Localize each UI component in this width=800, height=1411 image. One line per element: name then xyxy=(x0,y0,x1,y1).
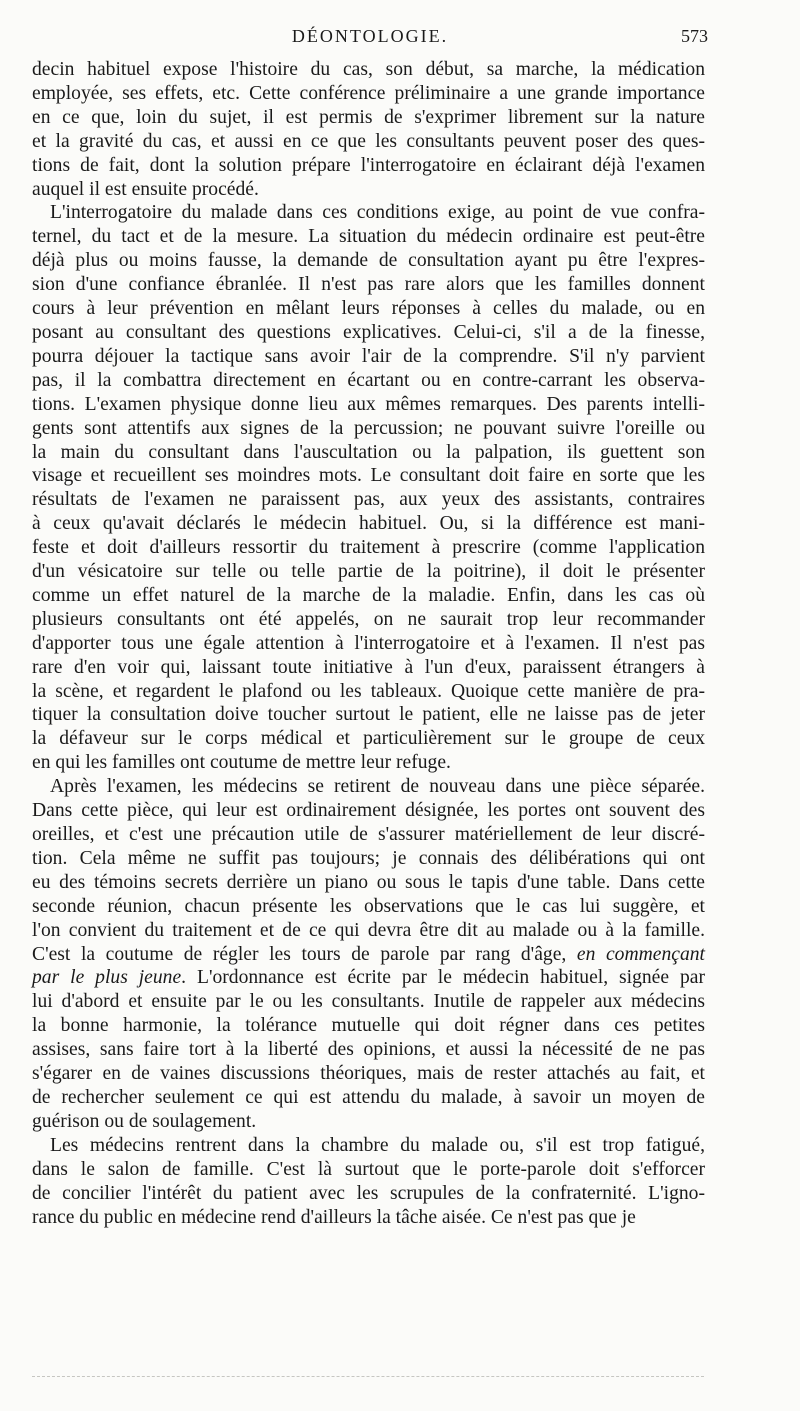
body-text xyxy=(32,58,705,1229)
page-number: 573 xyxy=(681,26,708,46)
text-line: tions. L'examen physique donne lieu aux mêmes remarques. Des parents intelli- xyxy=(32,393,705,415)
text-line: l'on convient du traitement et de ce qui devra être dit au malade ou à la famille. xyxy=(32,919,705,941)
text-line: Les médecins rentrent dans la chambre du malade ou, s'il est trop fatigué, xyxy=(50,1134,705,1156)
text-line: lui d'abord et ensuite par le ou les consultants. Inutile de rappeler aux médecins xyxy=(32,991,705,1013)
text-line: decin habituel expose l'histoire du cas, son début, sa marche, la médication xyxy=(32,59,705,80)
text-line: de rechercher seulement ce qui est attendu du malade, à savoir un moyen de xyxy=(32,1086,705,1108)
text-line: rare d'en voir qui, laissant toute initiative à l'un d'eux, paraissent étrangers à xyxy=(32,656,705,678)
text-line: pas, il la combattra directement en écartant ou en contre-carrant les observa- xyxy=(32,369,705,391)
text-line: la défaveur sur le corps médical et particulièrement sur le groupe de ceux xyxy=(32,728,705,750)
text-line: assises, sans faire tort à la liberté des opinions, et aussi la nécessité de ne pas xyxy=(32,1039,705,1061)
text-line: C'est la coutume de régler les tours de parole par rang d'âge, en commençant xyxy=(32,943,705,965)
running-title: DÉONTOLOGIE. xyxy=(291,26,449,46)
text-line: déjà plus ou moins fausse, la demande de consultation ayant pu être l'expres- xyxy=(32,250,705,272)
text-line: sion d'une confiance ébranlée. Il n'est pas rare alors que les familles donnent xyxy=(32,274,705,296)
text-line: la main du consultant dans l'auscultation ou la palpation, ils guettent son xyxy=(32,441,705,463)
text-line: guérison ou de soulagement. xyxy=(32,1110,257,1132)
text-line: eu des témoins secrets derrière un piano ou sous le tapis d'une table. Dans cette xyxy=(32,871,705,893)
text-line: de concilier l'intérêt du patient avec les scrupules de la confraternité. L'igno- xyxy=(32,1182,705,1204)
text-line: oreilles, et c'est une précaution utile de s'assurer matériellement de leur discré- xyxy=(32,824,705,845)
text-line: tiquer la consultation doive toucher surtout le patient, elle ne laisse pas de jeter xyxy=(32,704,705,726)
text-line: auquel il est ensuite procédé. xyxy=(32,178,259,200)
text-line: la scène, et regardent le plafond ou les tableaux. Quoique cette manière de pra- xyxy=(32,680,705,702)
text-line: en ce que, loin du sujet, il est permis de s'exprimer librement sur la nature xyxy=(32,106,705,128)
text-line: plusieurs consultants ont été appelés, on ne saurait trop leur recommander xyxy=(32,608,705,630)
text-line: ternel, du tact et de la mesure. La situation du médecin ordinaire est peut-être xyxy=(32,226,705,248)
text-line: Dans cette pièce, qui leur est ordinairement désignée, les portes ont souvent des xyxy=(32,800,705,822)
text-line: gents sont attentifs aux signes de la percussion; ne pouvant suivre l'oreille ou xyxy=(32,417,705,439)
text-line: la bonne harmonie, la tolérance mutuelle qui doit régner dans ces petites xyxy=(32,1015,705,1037)
text-line: pourra déjouer la tactique sans avoir l'air de la comprendre. S'il n'y parvient xyxy=(32,345,705,367)
text-line: tions de fait, dont la solution prépare l'interrogatoire en éclairant déjà l'examen xyxy=(32,154,705,176)
text-line: et la gravité du cas, et aussi en ce que les consultants peuvent poser des ques- xyxy=(32,130,705,152)
text-line: employée, ses effets, etc. Cette conférence préliminaire a une grande importance xyxy=(32,82,705,104)
text-line: comme un effet naturel de la marche de la maladie. Enfin, dans les cas où xyxy=(32,584,705,606)
paragraph xyxy=(32,58,705,201)
text-line: dans le salon de famille. C'est là surtout que le porte-parole doit s'efforcer xyxy=(32,1158,705,1180)
text-line: résultats de l'examen ne paraissent pas, aux yeux des assistants, contraires xyxy=(32,489,705,511)
text-line: feste et doit d'ailleurs ressortir du traitement à prescrire (comme l'application xyxy=(32,537,705,559)
paragraph xyxy=(32,1134,705,1230)
text-line: L'interrogatoire du malade dans ces conditions exige, au point de vue confra- xyxy=(50,202,705,224)
paragraph xyxy=(32,775,705,1134)
text-line: Après l'examen, les médecins se retirent de nouveau dans une pièce séparée. xyxy=(50,776,705,798)
text-line: par le plus jeune. L'ordonnance est écrite par le médecin habituel, signée par xyxy=(32,967,705,989)
text-line: d'un vésicatoire sur telle ou telle partie de la poitrine), il doit le présenter xyxy=(32,561,705,583)
text-line: tion. Cela même ne suffit pas toujours; je connais des délibérations qui ont xyxy=(32,847,705,869)
text-line: d'apporter tous une égale attention à l'interrogatoire et à l'examen. Il n'est pas xyxy=(32,632,705,654)
text-line: cours à leur prévention en mêlant leurs réponses à celles du malade, ou en xyxy=(32,298,705,320)
running-header xyxy=(32,26,708,56)
text-line: seconde réunion, chacun présente les observations que le cas lui suggère, et xyxy=(32,895,705,917)
text-line: s'égarer en de vaines discussions théoriques, mais de rester attachés au fait, et xyxy=(32,1063,705,1085)
text-line: rance du public en médecine rend d'ailleurs la tâche aisée. Ce n'est pas que je xyxy=(32,1206,636,1228)
text-line: visage et recueillent ses moindres mots. Le consultant doit faire en sorte que les xyxy=(32,465,705,487)
text-line: à ceux qu'avait déclarés le médecin habituel. Ou, si la différence est mani- xyxy=(32,513,705,535)
text-line: posant au consultant des questions explicatives. Celui-ci, s'il a de la finesse, xyxy=(32,321,705,343)
bottom-rule xyxy=(32,1376,704,1379)
text-line: en qui les familles ont coutume de mettre leur refuge. xyxy=(32,752,451,774)
paragraph xyxy=(32,201,705,775)
